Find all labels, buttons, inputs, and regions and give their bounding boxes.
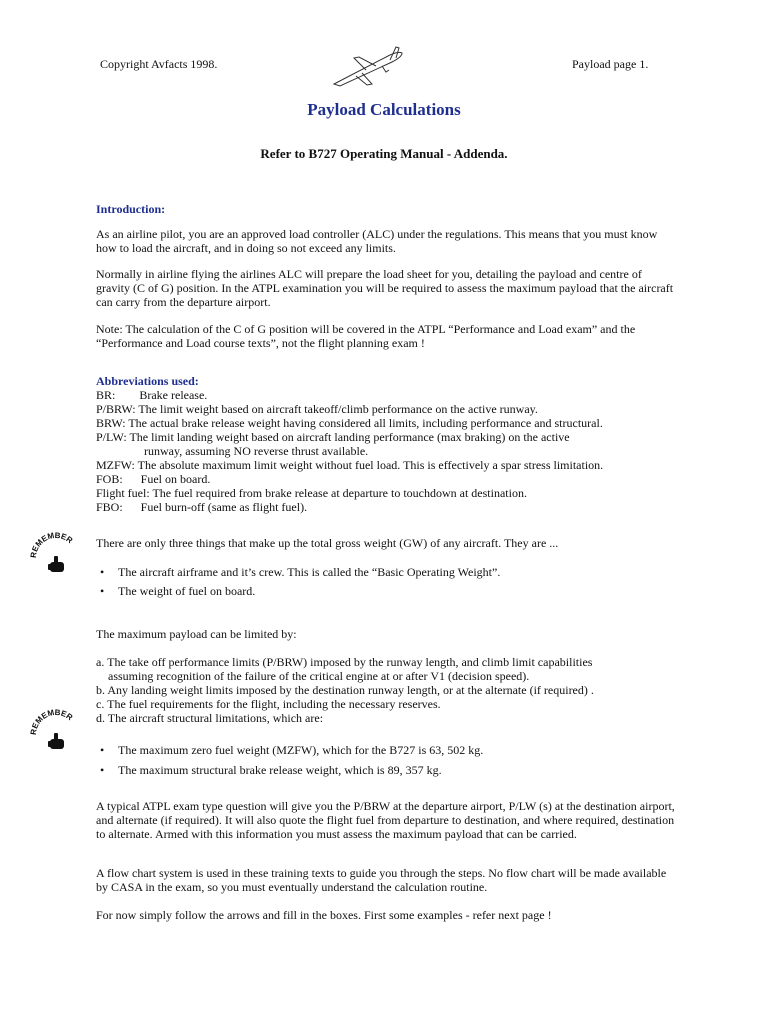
bullet-glyph: • xyxy=(100,743,105,757)
abbr-fob: FOB: Fuel on board. xyxy=(96,472,211,486)
remember-hand-icon xyxy=(28,705,84,761)
abbr-brw: BRW: The actual brake release weight having considered all limits, including performance and structural. xyxy=(96,416,603,430)
remember-hand-icon xyxy=(28,528,84,584)
intro-paragraph-3: Note: The calculation of the C of G position will be covered in the ATPL “Performance and Load exam” and the “Performance and Load course texts”, not the flight planning exam ! xyxy=(96,322,636,350)
abbr-plw-cont: runway, assuming NO reverse thrust available. xyxy=(144,444,369,458)
structural-bullet-1 xyxy=(100,743,483,757)
abbr-plw: P/LW: The limit landing weight based on aircraft landing performance (max braking) on the active xyxy=(96,430,570,444)
abbr-flight-fuel: Flight fuel: The fuel required from brake release at departure to touchdown at destination. xyxy=(96,486,527,500)
structural-bullet-2 xyxy=(100,763,442,777)
abbreviations-block xyxy=(96,374,676,514)
abbr-fbo: FBO: Fuel burn-off (same as flight fuel). xyxy=(96,500,308,514)
svg-text:REMEMBER xyxy=(29,708,75,735)
airplane-logo-icon xyxy=(328,40,408,90)
abbr-pbrw: P/BRW: The limit weight based on aircraft takeoff/climb performance on the active runway. xyxy=(96,402,538,416)
limits-intro: The maximum payload can be limited by: xyxy=(96,627,297,641)
bullet-glyph: • xyxy=(100,565,105,579)
closing-paragraph-2: A flow chart system is used in these training texts to guide you through the steps. No flow chart will be made available by CASA in the exam, so you must eventually understand the calculation routine. xyxy=(96,866,667,894)
gross-bullet-2-text: The weight of fuel on board. xyxy=(118,584,256,598)
structural-bullet-2-text: The maximum structural brake release weight, which is 89, 357 kg. xyxy=(118,763,442,777)
limit-a: a. The take off performance limits (P/BRW) imposed by the runway length, and climb limit capabilities xyxy=(96,655,593,669)
limit-a-cont: assuming recognition of the failure of the critical engine at or after V1 (decision speed). xyxy=(108,669,530,683)
limit-d: d. The aircraft structural limitations, which are: xyxy=(96,711,324,725)
gross-bullet-2 xyxy=(100,584,255,598)
svg-text:REMEMBER xyxy=(29,531,75,558)
limits-list xyxy=(96,655,676,725)
remember-stamp-text: REMEMBER xyxy=(28,530,75,559)
gross-bullet-1-text: The aircraft airframe and it’s crew. This is called the “Basic Operating Weight”. xyxy=(118,565,501,579)
gross-bullet-1 xyxy=(100,565,500,579)
page-title: Payload Calculations xyxy=(307,100,461,119)
remember-stamp-text: REMEMBER xyxy=(28,707,75,736)
bullet-glyph: • xyxy=(100,763,105,777)
closing-paragraph-1: A typical ATPL exam type question will give you the P/BRW at the departure airport, P/LW (s) at the destination airport, and alternate (if required). It will also quote the flight fuel from departure to destination, and where required, destination to alternate. Armed with this information you must assess the maximum payload that can be carried. xyxy=(96,799,675,841)
limit-b: b. Any landing weight limits imposed by the destination runway length, or at the alternate (if required) . xyxy=(96,683,594,697)
abbreviations-heading: Abbreviations used: xyxy=(96,374,199,388)
page-subtitle: Refer to B727 Operating Manual - Addenda. xyxy=(260,146,508,161)
gross-weight-intro: There are only three things that make up the total gross weight (GW) of any aircraft. They are ... xyxy=(96,536,559,550)
intro-heading: Introduction: xyxy=(96,202,166,216)
abbr-mzfw: MZFW: The absolute maximum limit weight without fuel load. This is effectively a spar stress limitation. xyxy=(96,458,604,472)
intro-paragraph-1: As an airline pilot, you are an approved load controller (ALC) under the regulations. This means that you must know how to load the aircraft, and in doing so not exceed any limits. xyxy=(96,227,658,255)
bullet-glyph: • xyxy=(100,584,105,598)
intro-paragraph-2: Normally in airline flying the airlines ALC will prepare the load sheet for you, detailing the payload and centre of gravity (C of G) position. In the ATPL examination you will be required to assess the maximum payload that the aircraft can carry from the departure airport. xyxy=(96,267,674,309)
page-number: Payload page 1. xyxy=(572,57,649,71)
abbr-br: BR: Brake release. xyxy=(96,388,208,402)
copyright-text: Copyright Avfacts 1998. xyxy=(100,57,218,71)
closing-paragraph-3: For now simply follow the arrows and fill in the boxes. First some examples - refer next page ! xyxy=(96,908,552,922)
limit-c: c. The fuel requirements for the flight, including the necessary reserves. xyxy=(96,697,441,711)
structural-bullet-1-text: The maximum zero fuel weight (MZFW), which for the B727 is 63, 502 kg. xyxy=(118,743,484,757)
